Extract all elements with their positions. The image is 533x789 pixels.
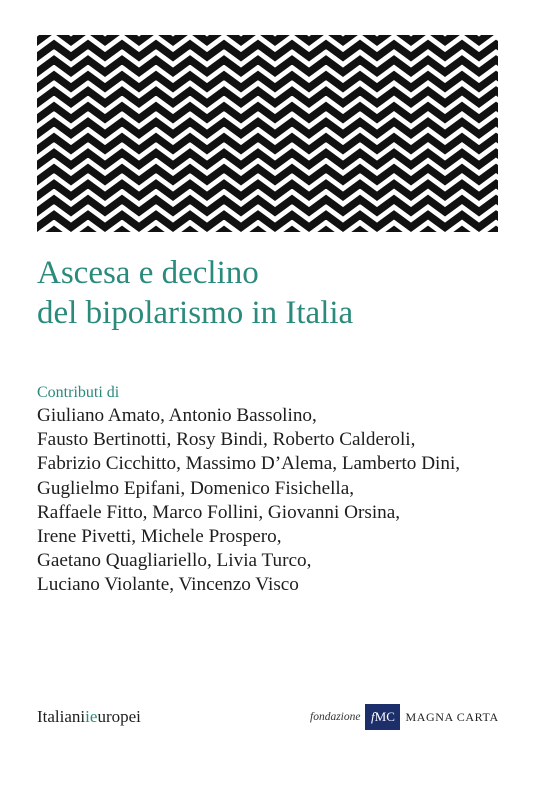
chevron-stripe (37, 153, 498, 166)
chevron-stripe (37, 60, 498, 73)
chevron-stripe (37, 184, 498, 197)
logo-text-uropei: uropei (97, 707, 141, 726)
contributors-line: Fausto Bertinotti, Rosy Bindi, Roberto Calderoli, (37, 429, 416, 451)
publisher-magna-carta-logo (310, 704, 499, 730)
chevron-stripe (37, 168, 498, 181)
logo-text-italiani: Italiani (37, 707, 86, 726)
fmc-logo-mc: MC (374, 709, 395, 724)
magna-carta-name: MAGNA CARTA (405, 709, 499, 724)
publisher-italianieuropei-logo (37, 707, 141, 727)
chevron-stripe (37, 122, 498, 135)
logo-text-ie: ie (85, 707, 98, 726)
chevron-pattern-graphic (37, 35, 498, 232)
book-title (37, 253, 353, 333)
contributors-line: Giuliano Amato, Antonio Bassolino, (37, 405, 317, 426)
contributors-line: Raffaele Fitto, Marco Follini, Giovanni Orsina, (37, 501, 401, 523)
contributors-line: Fabrizio Cicchitto, Massimo D’Alema, Lamberto Dini, (37, 453, 461, 475)
contributors-list (37, 404, 460, 598)
contributors-line: Gaetano Quagliariello, Livia Turco, (37, 550, 312, 572)
chevron-stripe (37, 106, 498, 119)
chevron-stripe (37, 91, 498, 104)
fmc-logo-box (365, 704, 400, 730)
contributors-line: Guglielmo Epifani, Domenico Fisichella, (37, 477, 355, 499)
chevron-zigzag-pattern (37, 35, 498, 232)
chevron-stripe (37, 44, 498, 57)
chevron-stripe (37, 137, 498, 150)
chevron-stripe (37, 75, 498, 88)
contributors-line: Irene Pivetti, Michele Prospero, (37, 526, 282, 548)
contributors-label: Contributi di (37, 384, 120, 401)
title-line-1: Ascesa e declino (37, 255, 259, 291)
contributors-line: Luciano Violante, Vincenzo Visco (37, 574, 299, 596)
chevron-stripe (37, 215, 498, 228)
fondazione-label: fondazione (310, 711, 361, 723)
title-line-2: del bipolarismo in Italia (37, 295, 354, 331)
fmc-logo-f: f (371, 709, 375, 724)
chevron-stripe (37, 199, 498, 212)
